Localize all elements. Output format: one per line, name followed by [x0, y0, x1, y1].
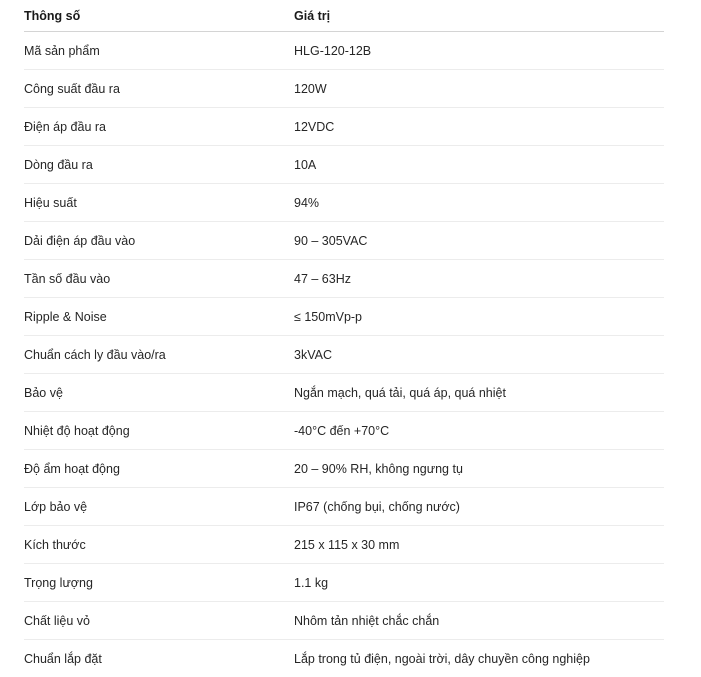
- spec-parameter: Dòng đầu ra: [24, 146, 294, 184]
- spec-parameter: Chất liệu vỏ: [24, 602, 294, 640]
- table-row: [24, 336, 664, 374]
- header-value: Giá trị: [294, 0, 664, 32]
- spec-value: HLG-120-12B: [294, 32, 664, 70]
- table-row: [24, 412, 664, 450]
- spec-value: 10A: [294, 146, 664, 184]
- spec-parameter: Dải điện áp đầu vào: [24, 222, 294, 260]
- table-row: [24, 298, 664, 336]
- spec-value: 12VDC: [294, 108, 664, 146]
- spec-value: Nhôm tản nhiệt chắc chắn: [294, 602, 664, 640]
- header-row: [24, 0, 664, 32]
- spec-parameter: Nhiệt độ hoạt động: [24, 412, 294, 450]
- table-row: [24, 222, 664, 260]
- spec-value: 1.1 kg: [294, 564, 664, 602]
- spec-value: Ngắn mạch, quá tải, quá áp, quá nhiệt: [294, 374, 664, 412]
- spec-parameter: Công suất đầu ra: [24, 70, 294, 108]
- table-row: [24, 374, 664, 412]
- spec-value: 215 x 115 x 30 mm: [294, 526, 664, 564]
- table-row: [24, 32, 664, 70]
- table-row: [24, 526, 664, 564]
- spec-table: [24, 0, 664, 677]
- spec-parameter: Tần số đầu vào: [24, 260, 294, 298]
- spec-value: 3kVAC: [294, 336, 664, 374]
- spec-parameter: Chuẩn lắp đặt: [24, 651, 102, 666]
- spec-value: 120W: [294, 70, 664, 108]
- spec-parameter: Trọng lượng: [24, 564, 294, 602]
- spec-parameter: Hiệu suất: [24, 184, 294, 222]
- table-row: [24, 260, 664, 298]
- table-row: [24, 488, 664, 526]
- spec-parameter: Lớp bảo vệ: [24, 488, 294, 526]
- spec-value: Lắp trong tủ điện, ngoài trời, dây chuyền công nghiệp: [294, 651, 590, 666]
- spec-parameter: Chuẩn cách ly đầu vào/ra: [24, 336, 294, 374]
- spec-parameter: Kích thước: [24, 526, 294, 564]
- spec-parameter: Ripple & Noise: [24, 298, 294, 336]
- table-body: [24, 32, 664, 677]
- spec-value: ≤ 150mVp-p: [294, 298, 664, 336]
- table-row: [24, 640, 664, 677]
- spec-parameter: Mã sản phẩm: [24, 32, 294, 70]
- spec-value: 94%: [294, 184, 664, 222]
- spec-value: 90 – 305VAC: [294, 222, 664, 260]
- table-row: [24, 602, 664, 640]
- table-row: [24, 184, 664, 222]
- header-parameter: Thông số: [24, 0, 294, 32]
- table-header: [24, 0, 664, 32]
- table-row: [24, 108, 664, 146]
- spec-value: IP67 (chống bụi, chống nước): [294, 488, 664, 526]
- table-row: [24, 70, 664, 108]
- table-row: [24, 146, 664, 184]
- spec-value: 47 – 63Hz: [294, 260, 664, 298]
- spec-parameter: Bảo vệ: [24, 374, 294, 412]
- table-row: [24, 450, 664, 488]
- spec-value: -40°C đến +70°C: [294, 412, 664, 450]
- table-row: [24, 564, 664, 602]
- spec-parameter: Độ ẩm hoạt động: [24, 450, 294, 488]
- spec-value: 20 – 90% RH, không ngưng tụ: [294, 450, 664, 488]
- spec-parameter: Điện áp đầu ra: [24, 108, 294, 146]
